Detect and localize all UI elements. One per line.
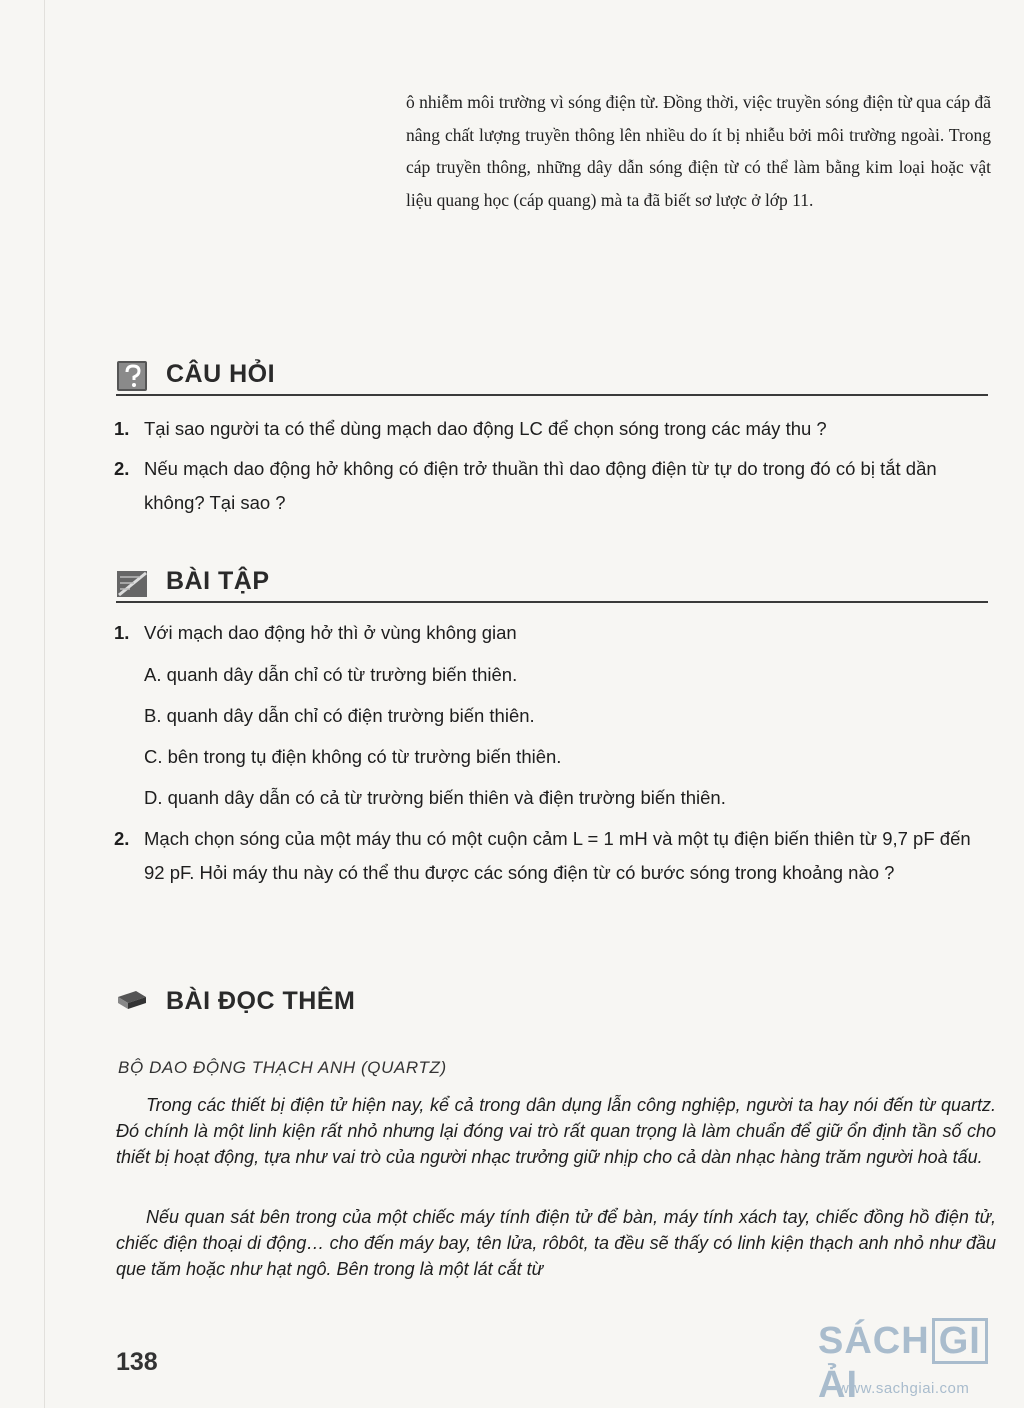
exercise-item-1	[114, 616, 994, 818]
reading-header	[116, 985, 988, 1021]
question-number: 2.	[114, 458, 130, 479]
exercise-item-2	[114, 822, 994, 890]
option-b: B. quanh dây dẫn chỉ có điện trường biến thiên.	[144, 705, 535, 726]
exercise-question	[114, 822, 994, 890]
intro-paragraph: ô nhiễm môi trường vì sóng điện từ. Đồng thời, việc truyền sóng điện từ qua cáp đã nâng chất lượng truyền thông lên nhiều do ít bị nhiễu bởi môi trường ngoài. Trong cáp truyền thông, những dây dẫn sóng điện từ có thể làm bằng kim loại hoặc vật liệu quang học (cáp quang) mà ta đã biết sơ lược ở lớp 11.	[406, 92, 991, 210]
questions-header	[116, 358, 988, 396]
watermark-logo-right: ẢI	[818, 1364, 858, 1406]
question-item	[114, 452, 994, 520]
book-icon	[116, 987, 150, 1019]
pencil-book-icon	[116, 567, 150, 599]
question-icon	[116, 360, 150, 392]
watermark-logo-left: SÁCH	[818, 1320, 930, 1362]
exercise-text: Mạch chọn sóng của một máy thu có một cuộn cảm L = 1 mH và một tụ điện biến thiên từ 9,7 pF đến 92 pF. Hỏi máy thu này có thể thu được các sóng điện từ có bước sóng trong khoảng nào ?	[144, 828, 971, 883]
exercises-header	[116, 565, 988, 603]
reading-paragraph-1: Trong các thiết bị điện tử hiện nay, kể cả trong dân dụng lẫn công nghiệp, người ta hay nói đến từ quartz. Đó chính là một linh kiện rất nhỏ nhưng lại đóng vai trò rất quan trọng là làm chuẩn để giữ ổn định tần số cho thiết bị hoạt động, tựa như vai trò của người nhạc trưởng giữ nhịp cho cả dàn nhạc hàng trăm người hoà tấu.	[116, 1095, 996, 1167]
reading-paragraph-2: Nếu quan sát bên trong của một chiếc máy tính điện tử để bàn, máy tính xách tay, chiếc đồng hồ điện tử, chiếc điện thoại di động… cho đến máy bay, tên lửa, rôbôt, ta đều sẽ thấy có linh kiện thạch anh nhỏ như đầu que tăm hoặc như hạt ngô. Bên trong là một lát cắt từ	[116, 1207, 996, 1279]
question-item	[114, 412, 994, 446]
page-edge	[44, 0, 45, 1408]
exercise-number: 1.	[114, 622, 130, 643]
option-c: C. bên trong tụ điện không có từ trường biến thiên.	[144, 746, 562, 767]
option-a: A. quanh dây dẫn chỉ có từ trường biến thiên.	[144, 664, 518, 685]
question-text: Nếu mạch dao động hở không có điện trở thuần thì dao động điện từ tự do trong đó có bị tắt dần không? Tại sao ?	[144, 458, 937, 513]
exercise-text: Với mạch dao động hở thì ở vùng không gian	[144, 622, 517, 643]
question-text: Tại sao người ta có thể dùng mạch dao động LC để chọn sóng trong các máy thu ?	[144, 418, 827, 439]
exercise-number: 2.	[114, 828, 130, 849]
questions-list	[114, 412, 994, 520]
exercise-question	[114, 616, 994, 650]
watermark-logo-box: GI	[932, 1318, 988, 1364]
watermark-url: www.sachgiai.com	[838, 1380, 970, 1397]
page-number: 138	[116, 1348, 158, 1376]
reading-subtitle: BỘ DAO ĐỘNG THẠCH ANH (QUARTZ)	[118, 1058, 447, 1077]
questions-title: CÂU HỎI	[166, 360, 276, 388]
option-d: D. quanh dây dẫn có cả từ trường biến thiên và điện trường biến thiên.	[144, 787, 726, 808]
question-number: 1.	[114, 418, 130, 439]
reading-title: BÀI ĐỌC THÊM	[166, 987, 356, 1015]
exercises-title: BÀI TẬP	[166, 567, 270, 595]
